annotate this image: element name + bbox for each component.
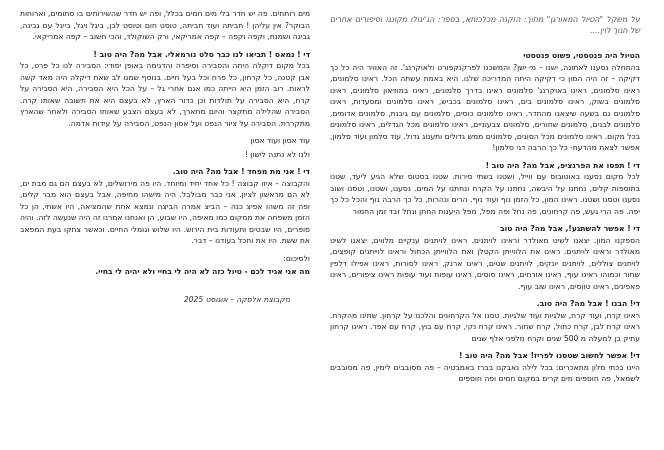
summary-label: ולסיכום:: [283, 253, 310, 263]
section-heading: די ! אני מת מפחד ! אבל מה? היה טוב.: [172, 167, 310, 176]
section-heading: די ! אפשר להשתגע!, אבל מה? היה טוב: [499, 224, 640, 233]
section-heading: הטיול היה פנטסטי, פשוט פנטסטי: [523, 51, 640, 60]
text-line: עוד אסון ועוד אסון: [250, 136, 310, 145]
section-heading: די ! נמאס ! תביאו לנו כבר סלט נורמאלי. אבל מה? היה טוב !: [93, 49, 310, 59]
section-body: לכל מקום נסענו באוטובוס עם ווייל, ושטנו בשתי סירות. שטנו בסטוס שלא הגיע ליעד, שטנו בתוספות קלים, נחתנו על היבשה, נחתנו על הקרח ונחתנו על המים. נסענו, ושטנו, וטסנו ושוב נסענו וטסנו ושטנו. ראינו המון, כל הזמן נוף ועוד נוף. הרים ונהרות, כל כך הרבה נוף והכל כל כך יפה. פה הרי געש, פה קרחונים, פה נחל ופה מפל, מפל היענות החתן ונחל זבד זמן החמור: [330, 172, 640, 216]
section-heading: די! אפשר לחשוב שטסנו לפריז! אבל מה? היה טוב !: [458, 351, 640, 360]
section-body: בהתחלה נסענו לאתונה, ישנו – מי ישן? והמשכנו לפרקנקפורט ולאוקרנג'. זה האוויר היה כל כך דקיקה – זה היה המון כי דקיקה היתה המדריכה שלנו. היא באמת עשתה הכל. ראינו סלמונים, ראינו סלמונים, ראינו באוקרנג' סלמונים ראינו בדרך סלמונים, ראינו במוזיאון סלמונים, ראינו סלמונים בשוק, ראינו סלמונים בים, ראינו סלמונים בכביש, ראינו סלמונים ומסעדות, ראינו סלמונים גם בשעה שיצאנו מהחדר. ראינו סלמונים כוסים, סלמונים עם גיבנת, סלמונים אדומים, סלמונים לבנים, סלמונים שחורים, סלמונים צבעוניים, ראינו סלמונים מכל הגדלים, ראינו סלמונים בכל מקום. ראינו סלמונים מכל הסוגים, סלמונים ממש גדולים ותענוג גדול. עוד סלמון ועוד סלמון, אפשר לצאת מהדעת- כל כך הרבה דגי סלמון!: [330, 62, 640, 152]
section-body: הספקנו המון. יצאנו לשיט מאולדר וראינו לויתנים. ראינו לויתנים ענקיים מלווים, יצאנו לשיט מאולדר וראינו לויתנים. ראינו את הלווייתן הקטלן ואת הלווייתן הכחול וראינו לוייתנים קופצים, לויתנים צוללים, לויתנים יונקים, לויתנים שטים, ראינו ארנק, ראינו לסורות, ראינו אפילו דלפין שחור וכמוהו ראינו עוף, ראינו אורחים, ראינו סוסים, ראינו עופות ועוד עופות ראינו ציפורים, ראינו פאפינים, ראינו טווסים, ראינו שוב עוף.: [330, 235, 640, 291]
section-body: ראינו קרח, ועוד קרח, שלגיות ועוד שלגיות. טסנו אל הקרחונים והלכנו על קרחון. שתינו מהקרח. ראינו קרח לבן, קרח כחול, קרח שחור. ראינו קרח נקי, קרח עם בוץ, קרח עם אפר. ראינו קרחון עתיק בן למעלה מ 500 שנים וקרח מלפני אלף שנים: [330, 310, 640, 343]
section-heading: די! הבנו ! אבל מה? היה טוב.: [536, 299, 640, 308]
left-column: [20, 8, 310, 305]
section-heading: די ! תפסו את הפרנציפ, אבל מה? היה טוב !: [485, 160, 640, 170]
section-body: היינו בכתי מלון מתאכרים: בכל לילה נאבקנו בברז באמבטיה – פה מסובבים לימין, פה מסובבים לשמאל, פה חוספים מים קרים במקום חמים ופה חוספים: [330, 362, 640, 383]
closing-line: מה אני אגיד לכם - טיול כזה לא היה לי בחיי ולא יהיה לי בחיי.: [95, 267, 310, 276]
signature: מקבוצת אלסקה – אוגוסט 2025: [183, 294, 290, 304]
intro-note: על משקל "הטיול המאורגן" מתוך: הזקנה מכלכותא, בספר: הג'יגולו מקונגו וסיפורים אחרים של חנוך לוין....: [330, 15, 640, 35]
text-line: ולנו לא נתנה לישון !: [244, 149, 310, 159]
right-column: [330, 14, 640, 387]
section-body: והקבוצה – איזו קבוצה ! כל אחד יחיד ומיוחד. היו פה מירושלים, לא בעצם הם גם מבת ים, לא הם מראשון לציון. אני כבר מבולבל. היה מישהו מחיפה, אבל בעצם הוא מבר קלים, ופה זה משהו אפיצ כנה – הביצ אמרה הביצה ונמצא אחת שהמציאה, היו אשתי, הן כל הזמן משפחה את ממקום כמו מאיפה, היו שבוע, הן ואנחנו אמרנו זה היה שנעשה לזה. והיה סופרים, היו שבטים ותעודות בית הירוש. היו שלוש וגומלי החיים. וכאשר צחקו בעת המפאב את ששת. היו את וחכל בעודנו – דבר.: [20, 178, 310, 245]
section-body: בכל מקום דיקלה היתה והסבירה וסיפרה והדגימה באופן יסודי: הסבירה לנו כל פרט, כל אבן קטנה, כל קרחון, כל פרח וכל בעל חיים. בנוסף שמנו לב שאת דיקלה היה מאד קשה לראות. רוב הזמן היא הייתה כמו אגם אחרי גל – על הכל היא הסבירה, היא הסבירה על קרח, היא הסבירה על תולדות וכן כדור הארץ, לא בעצם היא את תשובה שאותו קרה. הסבירה שהלילה מתקצר והיום מתארך, לא בעצם הצבע שאותו הסבירה ולאחר שהארץ מתקררת. הסבירה על ציור הנפט ועל אסון הנפט, הסבירה על עידות אדמה.: [20, 61, 310, 128]
section-body: מים רותחים. פה יש חדר בלי מים חמים בכלל, ופה יש חדר שהשירותים בו סתומים, וארוחות הבוקר? אין עליהן ! חביתה ועוד חביתה, טוסט חום וטוסט לבן, ביגל ויגל, בייגל עם גבינה, גבינה ושמנת, וקפה וקפה – קפה אמריקאי, ורק השוקולד, והכי חשוב – קפה אמריקאי.: [20, 9, 310, 41]
